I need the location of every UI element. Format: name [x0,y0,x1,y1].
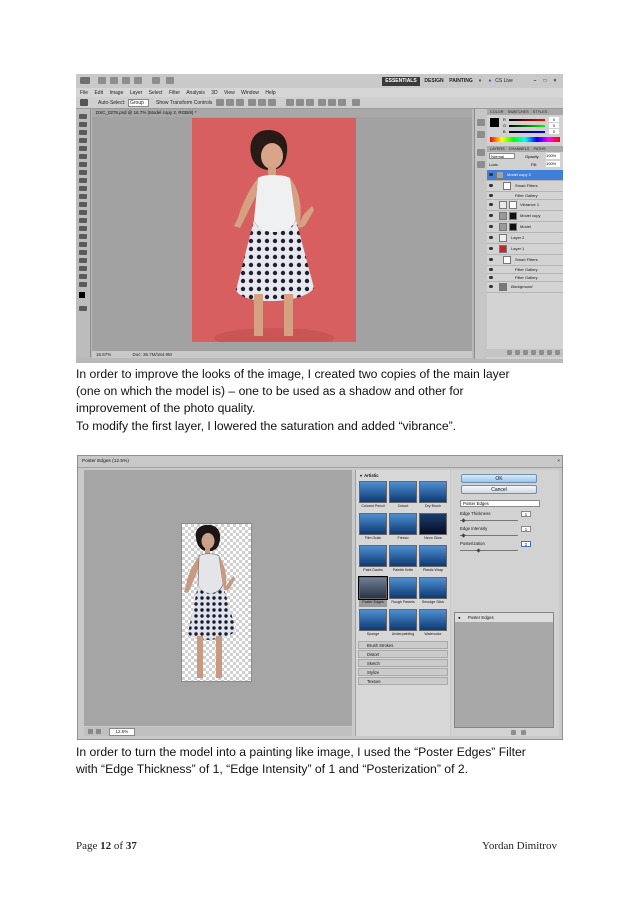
menu-bar [76,88,563,97]
distribute-bottom-icon[interactable] [306,99,314,106]
auto-select-dropdown[interactable]: Group [128,99,149,107]
dialog-title-bar [78,456,563,468]
align-top-icon[interactable] [216,99,224,106]
filter-thumb-label: Sponge [366,632,380,636]
ps-logo-icon [80,77,90,84]
dodge-tool-icon[interactable] [79,218,87,223]
close-icon[interactable]: × [557,459,560,464]
layers-list [487,170,563,348]
tab-swatches[interactable]: SWATCHES [507,110,529,114]
zoom-level-icon[interactable] [134,77,142,84]
visibility-eye-icon[interactable] [489,194,493,197]
layer-name: Vibrance 1 [520,202,540,207]
quick-mask-icon[interactable] [79,306,87,311]
layers-panel-footer [487,349,563,357]
path-selection-tool-icon[interactable] [79,242,87,247]
page-number [76,840,137,852]
menu-image[interactable]: Image [109,90,124,96]
preview-zoom-bar [84,727,352,736]
filter-thumb[interactable] [389,481,417,511]
layer-thumbnail [499,223,507,231]
folder-open-icon: ▾ [360,473,363,478]
zoom-level-dropdown[interactable]: 12.5% [109,728,136,736]
right-panels [487,109,563,359]
folder-label: Distort [367,652,380,657]
photoshop-screenshot-1 [76,74,563,363]
hand-icon[interactable] [122,77,130,84]
arrange-documents-icon[interactable] [152,77,160,84]
paragraph-line: In order to improve the looks of the image, I created two copies of the main layer [76,367,510,381]
filter-thumb-label: Plastic Wrap [422,568,444,572]
poster-edges-model-preview [182,524,251,681]
paragraph-line: In order to turn the model into a painting like image, I used the “Poster Edges” Filter [76,745,526,759]
transparent-preview-image [181,523,252,682]
folder-artistic[interactable] [358,472,448,480]
menu-edit[interactable]: Edit [94,90,104,96]
menu-window[interactable]: Window [241,90,259,96]
filter-thumb[interactable] [359,609,387,639]
align-hcenter-icon[interactable] [258,99,266,106]
folder-label: Stylize [367,670,380,675]
filter-thumb-label: Neon Glow [424,536,442,540]
actions-panel-icon[interactable] [477,131,485,138]
bridge-icon[interactable] [98,77,106,84]
visibility-eye-icon[interactable] [489,173,493,176]
filter-thumbnail-image [389,513,417,535]
edge-intensity-label: Edge Intensity [460,526,488,531]
zoom-level-field[interactable]: 16.67% [96,352,112,357]
filter-thumbnail-image [359,481,387,503]
filter-thumbnail-image [389,577,417,599]
adjustment-layer-icon[interactable] [531,350,536,355]
visibility-eye-icon[interactable] [489,285,493,288]
filter-thumb[interactable] [389,577,417,607]
posterization-label: Posterization [460,541,485,546]
tab-styles[interactable]: STYLES [532,110,548,114]
foreground-color-swatch[interactable] [79,292,85,298]
blur-tool-icon[interactable] [79,210,87,215]
filter-thumbnail-image [419,545,447,567]
posterization-slider-knob[interactable] [476,548,480,552]
edge-intensity-slider[interactable] [460,535,518,536]
tab-color[interactable]: COLOR [490,110,504,114]
red-slider[interactable] [509,119,545,121]
layer-row[interactable] [487,282,563,293]
blend-mode-dropdown[interactable]: Normal [489,153,515,159]
edge-intensity-field[interactable]: 1 [521,526,531,532]
page-prefix: Page [76,840,101,852]
layers-panel-tabs [487,146,563,152]
history-panel-icon[interactable] [477,119,485,126]
3d-orbit-tool-icon[interactable] [79,266,87,271]
visibility-eye-icon[interactable] [489,203,493,206]
lasso-tool-icon[interactable] [79,130,87,135]
author-name: Yordan Dimitrov [482,840,557,852]
red-label: R [503,117,506,122]
blue-slider[interactable] [509,131,545,133]
workspace-painting[interactable]: PAINTING [449,78,473,84]
quick-select-tool-icon[interactable] [79,138,87,143]
layer-row[interactable] [487,233,563,244]
masks-panel-icon[interactable] [477,161,485,168]
close-icon[interactable]: × [553,78,557,84]
filter-thumbnail-image [359,513,387,535]
smart-filters-label: Smart Filters [515,257,538,262]
trash-icon[interactable] [555,350,560,355]
visibility-eye-icon[interactable] [489,236,493,239]
menu-file[interactable]: File [80,90,89,96]
clone-stamp-tool-icon[interactable] [79,178,87,183]
visibility-eye-icon[interactable] [489,268,493,271]
lock-label: Lock: [489,162,499,167]
fill-field[interactable]: 100% [546,161,560,167]
dialog-title: Poster Edges (12.5%) [82,459,129,464]
layer-name: Model copy 2 [507,172,531,177]
folder-brush-strokes[interactable] [358,641,448,649]
tab-channels[interactable]: CHANNELS [508,147,530,151]
paragraph-line: with “Edge Thickness” of 1, “Edge Intensity” of 1 and “Posterization” of 2. [76,762,468,777]
folder-label: Sketch [367,661,380,666]
page-total: 37 [125,840,137,852]
workspace-essentials[interactable]: ESSENTIALS [382,77,420,86]
layer-name: Model copy [520,213,541,218]
paragraph-line: improvement of the photo quality. [76,401,256,416]
filter-thumb[interactable] [419,577,447,607]
layer-name: Model [520,224,531,229]
link-layers-icon[interactable] [507,350,512,355]
filter-thumb-label: Palette Knife [392,568,414,572]
visibility-eye-icon[interactable] [489,214,493,217]
smart-filter-row[interactable] [487,255,563,266]
distribute-hcenter-icon[interactable] [328,99,336,106]
page-of: of [111,840,126,852]
layer-mask-thumbnail [509,201,517,209]
healing-brush-tool-icon[interactable] [79,162,87,167]
move-tool-icon[interactable] [80,99,88,106]
filter-thumbnail-image [419,513,447,535]
tools-panel [76,109,91,357]
color-panel-tabs [487,109,563,115]
paragraph-filter-description [76,744,566,778]
filter-mask-thumbnail [503,256,511,264]
filter-row[interactable] [487,274,563,282]
filter-thumbnail-image [359,609,387,631]
adjustments-panel-icon[interactable] [477,149,485,156]
filter-thumbnail-image [419,577,447,599]
eraser-tool-icon[interactable] [79,194,87,199]
folder-distort[interactable] [358,650,448,658]
edge-thickness-slider-knob[interactable] [461,518,465,522]
green-label: G [503,123,507,128]
smart-filters-label: Smart Filters [515,183,538,188]
maximize-icon[interactable]: □ [543,78,547,84]
layer-row[interactable] [487,244,563,255]
cs-live-icon: ● [488,78,492,84]
document-size-info: Doc: 36.7M/184.9M [132,352,172,357]
posterization-field[interactable]: 2 [521,541,531,547]
model-illustration [192,118,356,342]
filter-settings-panel [451,470,559,736]
layer-row[interactable] [487,170,563,181]
menu-layer[interactable]: Layer [129,90,143,96]
filter-row[interactable] [487,266,563,274]
auto-align-icon[interactable] [352,99,360,106]
visibility-eye-icon[interactable] [489,258,493,261]
layer-mask-thumbnail [509,223,517,231]
history-brush-tool-icon[interactable] [79,186,87,191]
menu-view[interactable]: View [224,90,235,96]
paragraph-line: (one on which the model is) – one to be used as a shadow and other for [76,384,464,399]
effect-layer-label: Poster Edges [467,615,494,620]
paragraph-layers-description [76,366,566,435]
layer-thumbnail [499,245,507,253]
workspace-design[interactable]: DESIGN [424,78,444,84]
filter-thumbnail-image [389,545,417,567]
filter-thumb[interactable] [419,545,447,575]
menu-filter[interactable]: Filter [168,90,181,96]
filter-thumb[interactable] [419,481,447,511]
folder-label: Brush Strokes [367,643,394,648]
posterization-slider[interactable] [460,550,518,551]
move-tool-icon[interactable] [79,114,87,119]
filter-thumb[interactable] [389,545,417,575]
collapsed-panel-icons [474,109,487,359]
show-transform-controls-checkbox[interactable]: Show Transform Controls [156,100,213,106]
fill-label: Fill: [531,162,538,167]
marquee-tool-icon[interactable] [79,122,87,127]
paragraph-line: To modify the first layer, I lowered the saturation and added “vibrance”. [76,418,457,433]
hand-tool-icon[interactable] [79,274,87,279]
filter-thumb[interactable] [359,481,387,511]
gradient-tool-icon[interactable] [79,202,87,207]
menu-analysis[interactable]: Analysis [186,90,205,96]
distribute-vcenter-icon[interactable] [296,99,304,106]
layer-mask-thumbnail [509,212,517,220]
effect-layers-list [454,612,554,728]
zoom-in-icon[interactable] [96,729,101,734]
filter-thumb-label: Colored Pencil [361,504,385,508]
filter-thumb-label: Rough Pastels [391,600,415,604]
edge-thickness-field[interactable]: 1 [521,511,531,517]
filter-thumb[interactable] [419,609,447,639]
effect-layer-row[interactable] [455,613,553,622]
filter-thumb[interactable] [389,513,417,543]
smart-filter-row[interactable] [487,181,563,192]
layer-row[interactable] [487,211,563,222]
options-bar [76,97,563,109]
layer-thumbnail [496,171,504,179]
visibility-eye-icon[interactable] [489,247,493,250]
new-layer-icon[interactable] [547,350,552,355]
filter-thumbnail-image [419,481,447,503]
filter-gallery-label: Filter Gallery [515,193,538,198]
filter-thumb[interactable] [389,609,417,639]
minimize-icon[interactable]: – [533,78,537,84]
opacity-label: Opacity: [525,154,540,159]
menu-3d[interactable]: 3D [211,90,218,96]
tab-layers[interactable]: LAYERS [490,147,505,151]
eyedropper-tool-icon[interactable] [79,154,87,159]
cs-live-label[interactable]: CS Live [495,78,513,84]
more-workspaces-icon[interactable]: » [478,78,482,84]
distribute-right-icon[interactable] [338,99,346,106]
shape-tool-icon[interactable] [79,250,87,255]
type-tool-icon[interactable] [79,234,87,239]
status-bar [92,351,472,358]
blue-label: B [503,129,506,134]
opacity-field[interactable]: 100% [546,153,560,159]
filter-thumb-label: Underpainting [391,632,415,636]
layer-thumbnail [499,212,507,220]
filter-gallery-label: Filter Gallery [515,267,538,272]
filter-thumb[interactable] [419,513,447,543]
filter-thumb-label: Smudge Stick [421,600,445,604]
edge-thickness-label: Edge Thickness [460,511,491,516]
filter-thumb-label: Watercolor [424,632,442,636]
filter-thumbnail-image [389,609,417,631]
model-photo-red-background [192,118,356,342]
folder-sketch[interactable] [358,659,448,667]
filter-thumb-selected[interactable] [359,577,387,607]
tab-paths[interactable]: PATHS [533,147,546,151]
filter-thumb[interactable] [359,513,387,543]
layer-thumbnail [499,234,507,242]
brush-tool-icon[interactable] [79,170,87,175]
filter-thumbnail-image [359,577,387,599]
3d-rotate-tool-icon[interactable] [79,258,87,263]
folder-label: Texture [367,679,381,684]
align-left-icon[interactable] [248,99,256,106]
layer-row[interactable] [487,222,563,233]
filter-thumb-label: Film Grain [364,536,382,540]
filter-row[interactable] [487,192,563,200]
red-value[interactable]: 0 [549,117,559,122]
cancel-button[interactable]: Cancel [461,485,537,494]
align-vcenter-icon[interactable] [226,99,234,106]
green-value[interactable]: 0 [549,123,559,128]
new-effect-layer-icon[interactable] [511,730,516,735]
folder-texture[interactable] [358,677,448,685]
blue-value[interactable]: 0 [549,129,559,134]
visibility-eye-icon[interactable] [489,276,493,279]
pen-tool-icon[interactable] [79,226,87,231]
green-slider[interactable] [509,125,545,127]
delete-effect-layer-icon[interactable] [521,730,526,735]
new-group-icon[interactable] [539,350,544,355]
screen-mode-icon[interactable] [166,77,174,84]
filter-mask-thumbnail [503,182,511,190]
layer-name: Background [511,284,533,289]
folder-stylize[interactable] [358,668,448,676]
ok-button[interactable]: OK [461,474,537,483]
layer-name: Layer 1 [511,246,525,251]
filter-thumb-label: Cutout [397,504,409,508]
filter-thumb[interactable] [359,545,387,575]
auto-select-checkbox[interactable]: Auto-Select: [98,100,126,106]
filter-thumbnail-image [419,609,447,631]
visibility-eye-icon[interactable]: ● [458,615,461,620]
document-tab[interactable]: DSC_0276.psd @ 16.7% (Model copy 2, RGB/8) * [92,109,472,117]
edge-intensity-slider-knob[interactable] [461,533,465,537]
layer-thumbnail [499,283,507,291]
crop-tool-icon[interactable] [79,146,87,151]
filter-gallery-screenshot [77,455,563,740]
edge-thickness-slider[interactable] [460,520,518,521]
minibridge-icon[interactable] [110,77,118,84]
filter-gallery-label: Filter Gallery [515,275,538,280]
filter-select-dropdown[interactable]: Poster Edges [460,500,540,507]
color-spectrum-ramp[interactable] [490,137,560,142]
visibility-eye-icon[interactable] [489,184,493,187]
visibility-eye-icon[interactable] [489,225,493,228]
align-bottom-icon[interactable] [236,99,244,106]
filter-thumb-label: Poster Edges [362,600,384,604]
zoom-out-icon[interactable] [88,729,93,734]
menu-select[interactable]: Select [148,90,163,96]
filter-gallery-list [355,470,450,736]
application-bar [76,74,563,89]
layer-row[interactable] [487,200,563,211]
filter-thumb-label: Paint Daubs [363,568,383,572]
filter-thumbnail-image [389,481,417,503]
filter-thumbnail-image [359,545,387,567]
add-mask-icon[interactable] [523,350,528,355]
distribute-left-icon[interactable] [318,99,326,106]
distribute-top-icon[interactable] [286,99,294,106]
menu-help[interactable]: Help [265,90,276,96]
layer-name: Layer 2 [511,235,525,240]
layer-style-icon[interactable] [515,350,520,355]
color-swatch-foreground[interactable] [490,118,499,127]
filter-thumb-label: Fresco [397,536,409,540]
adjustment-thumbnail [499,201,507,209]
folder-artistic-label: Artistic [364,473,379,478]
zoom-tool-icon[interactable] [79,282,87,287]
page-current: 12 [100,840,112,852]
align-right-icon[interactable] [268,99,276,106]
filter-thumb-label: Dry Brush [425,504,441,508]
